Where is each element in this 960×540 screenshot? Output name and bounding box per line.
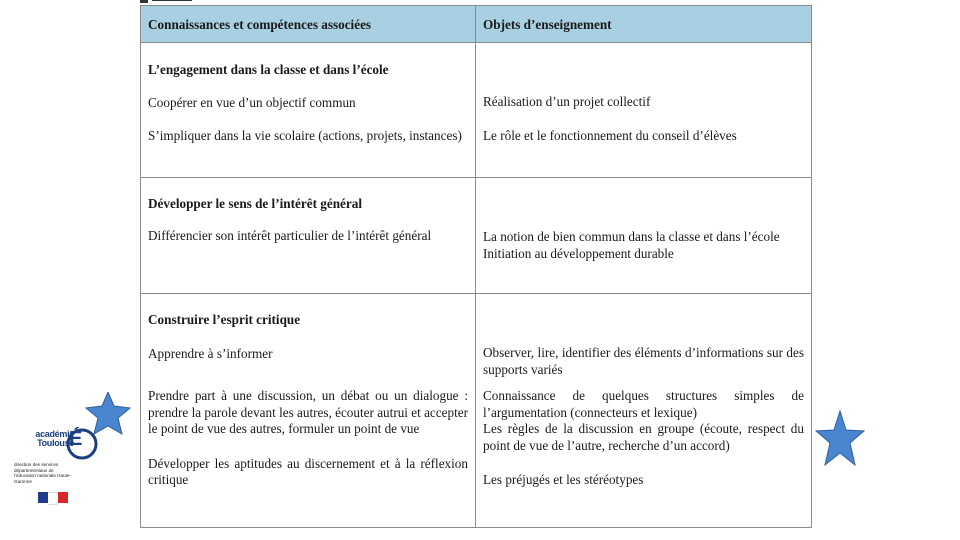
teaching-object-text: Observer, lire, identifier des éléments d’informations sur des supports variés	[483, 345, 804, 377]
section-title: Construire l’esprit critique	[148, 312, 301, 327]
teaching-object-text: La notion de bien commun dans la classe et dans l’école	[483, 229, 780, 244]
academy-name-line2: Toulouse	[37, 438, 74, 448]
header-knowledge-skills: Connaissances et compétences associées	[141, 6, 476, 43]
teaching-object-text: Le rôle et le fonctionnement du conseil d’élèves	[483, 127, 737, 143]
section-1-right-cell	[476, 43, 812, 178]
curriculum-table	[140, 5, 812, 528]
section-title: L’engagement dans la classe et dans l’école	[148, 62, 389, 77]
teaching-object-text: Les règles de la discussion en groupe (écoute, respect du point de vue de l’autre, recherche d’un accord)	[483, 421, 804, 453]
french-flag-icon	[38, 492, 68, 503]
section-2-left-cell	[141, 178, 476, 294]
teaching-object-text: Connaissance de quelques structures simples de l’argumentation (connecteurs et lexique)	[483, 388, 804, 420]
competence-text: S’impliquer dans la vie scolaire (actions, projets, instances)	[148, 128, 462, 143]
table-header-row	[141, 6, 812, 43]
header-teaching-objects: Objets d’enseignement	[476, 6, 812, 43]
table-row	[141, 294, 812, 528]
academy-logo	[14, 392, 134, 517]
academy-subtitle: direction des services départementaux de l’éducation nationale Haute-Garonne	[14, 462, 71, 484]
flag-white	[48, 492, 58, 505]
star-icon	[86, 392, 130, 434]
competence-text: Coopérer en vue d’un objectif commun	[148, 94, 356, 110]
teaching-object-text: Réalisation d’un projet collectif	[483, 94, 651, 109]
academy-name-line1: académie	[35, 429, 74, 439]
section-1-left-cell	[141, 43, 476, 178]
academy-name	[14, 430, 74, 448]
competence-text: Apprendre à s’informer	[148, 345, 273, 361]
section-3-right-cell	[476, 294, 812, 528]
table-row	[141, 43, 812, 178]
section-title: Développer le sens de l’intérêt général	[148, 196, 363, 211]
flag-blue	[38, 492, 48, 503]
competence-text: Développer les aptitudes au discernement et à la réflexion critique	[148, 455, 468, 487]
logo-letter: É	[69, 428, 83, 450]
teaching-object-text: Initiation au développement durable	[483, 245, 674, 261]
competence-text: Différencier son intérêt particulier de l’intérêt général	[148, 227, 432, 243]
competence-text: Prendre part à une discussion, un débat ou un dialogue : prendre la parole devant les autres, écouter autrui et accepter le point de vue des autres, formuler un point de vue	[148, 388, 468, 436]
section-2-right-cell	[476, 178, 812, 294]
cut-off-text-line	[140, 0, 370, 4]
teaching-object-text: Les préjugés et les stéréotypes	[483, 472, 644, 487]
section-3-left-cell	[141, 294, 476, 528]
table-row	[141, 178, 812, 294]
star-icon	[815, 410, 865, 468]
flag-red	[58, 492, 68, 503]
